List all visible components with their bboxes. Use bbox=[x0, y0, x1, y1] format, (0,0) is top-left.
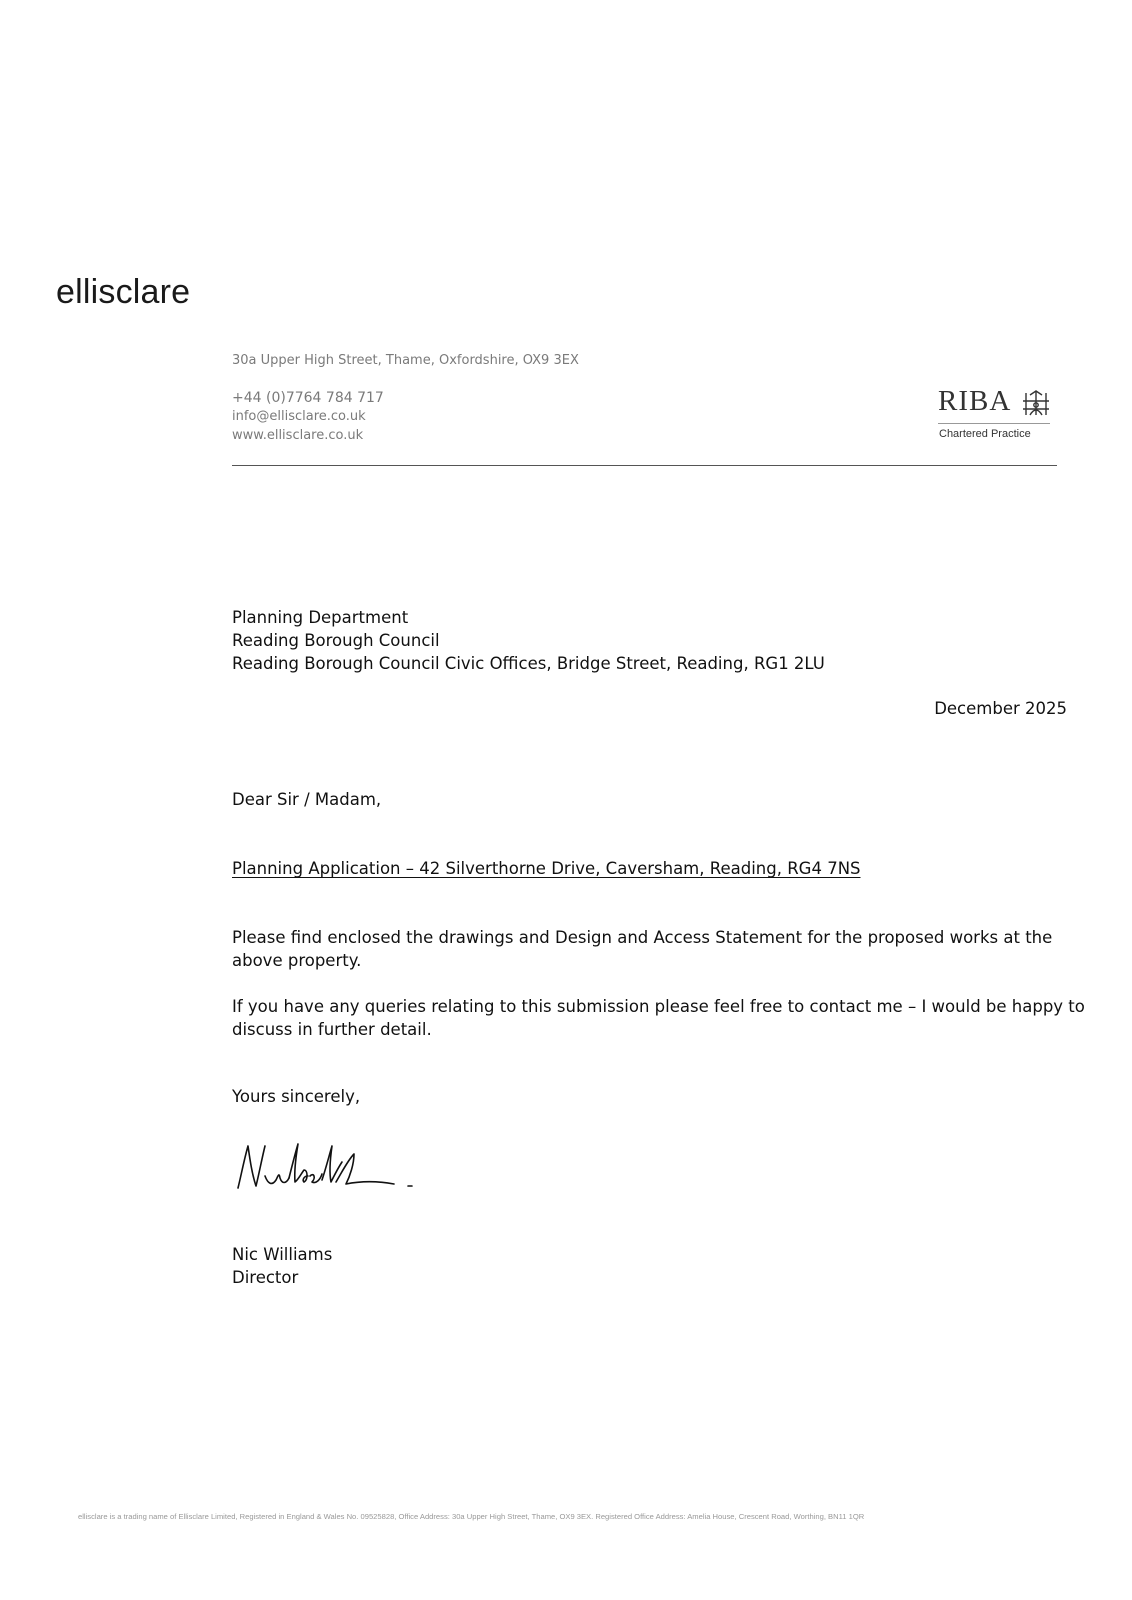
signatory-title: Director bbox=[232, 1268, 299, 1287]
salutation: Dear Sir / Madam, bbox=[232, 790, 382, 809]
recipient-line: Reading Borough Council Civic Offices, Bridge Street, Reading, RG1 2LU bbox=[232, 654, 825, 673]
recipient-line: Reading Borough Council bbox=[232, 631, 440, 650]
riba-logo bbox=[938, 385, 1058, 445]
riba-crest-icon bbox=[1021, 389, 1051, 417]
letter-date: December 2025 bbox=[934, 699, 1067, 718]
signature-image bbox=[232, 1136, 422, 1198]
closing: Yours sincerely, bbox=[232, 1087, 361, 1106]
company-logo-wordmark: ellisclare bbox=[56, 273, 191, 311]
company-registration-footer: ellisclare is a trading name of Ellisclare Limited, Registered in England & Wales No. 09525828, Office Address: 30a Upper High Street, Thame, OX9 3EX. Registered Office Address: Amelia House, Crescent Road, Worthing, BN11 1QR bbox=[78, 1512, 865, 1521]
paragraph-line: above property. bbox=[232, 951, 362, 970]
signatory-name: Nic Williams bbox=[232, 1245, 333, 1264]
paragraph-line: Please find enclosed the drawings and Design and Access Statement for the proposed works at the bbox=[232, 928, 1053, 947]
paragraph-line: discuss in further detail. bbox=[232, 1020, 432, 1039]
subject-line: Planning Application – 42 Silverthorne Drive, Caversham, Reading, RG4 7NS bbox=[232, 859, 861, 878]
company-address: 30a Upper High Street, Thame, Oxfordshire, OX9 3EX bbox=[232, 353, 579, 368]
company-website: www.ellisclare.co.uk bbox=[232, 428, 364, 443]
recipient-line: Planning Department bbox=[232, 608, 409, 627]
company-email: info@ellisclare.co.uk bbox=[232, 409, 366, 424]
body-paragraph-2 bbox=[232, 995, 1085, 1041]
riba-logo-subtitle: Chartered Practice bbox=[939, 428, 1031, 440]
body-paragraph-1 bbox=[232, 926, 1052, 972]
paragraph-line: If you have any queries relating to this submission please feel free to contact me – I would be happy to bbox=[232, 997, 1085, 1016]
riba-logo-divider bbox=[938, 423, 1050, 424]
recipient-address bbox=[232, 606, 825, 675]
signatory-block bbox=[232, 1243, 332, 1289]
letterhead-divider bbox=[232, 465, 1057, 466]
company-phone: +44 (0)7764 784 717 bbox=[232, 390, 384, 406]
riba-logo-name: RIBA bbox=[938, 385, 1012, 417]
